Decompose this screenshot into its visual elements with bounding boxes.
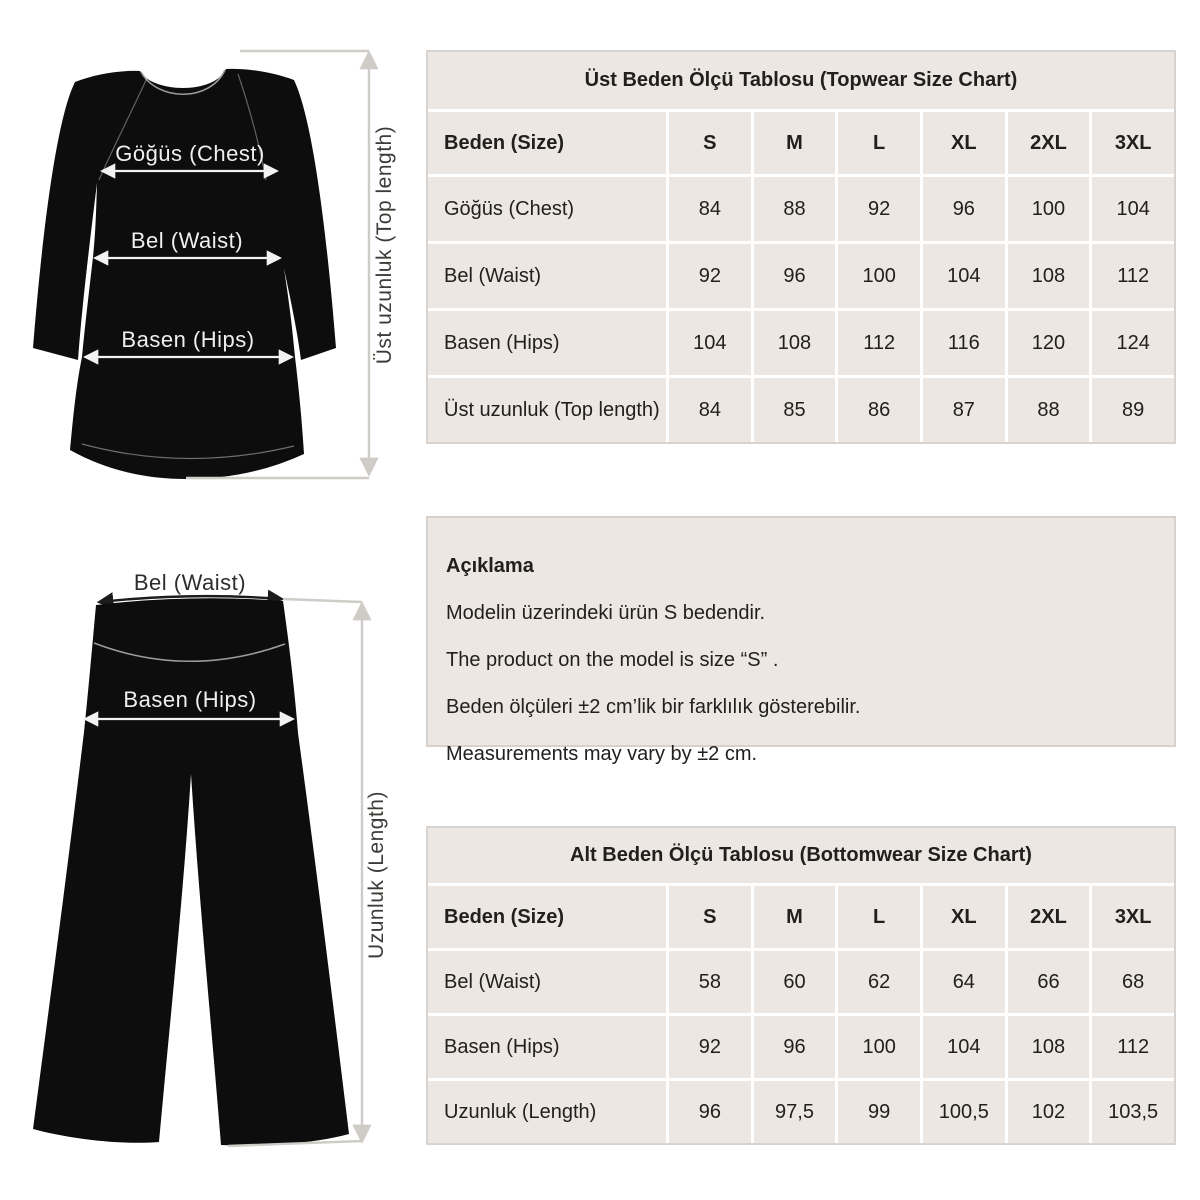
topwear-table-title: Üst Beden Ölçü Tablosu (Topwear Size Chart) (428, 52, 1174, 109)
size-value: 104 (1092, 177, 1174, 241)
row-label: Üst uzunluk (Top length) (428, 378, 666, 442)
row-label: Bel (Waist) (428, 244, 666, 308)
note-title: Açıklama (446, 555, 534, 577)
topwear-header-m: M (754, 112, 836, 174)
bottomwear-header-xl: XL (923, 886, 1005, 948)
size-value: 85 (754, 378, 836, 442)
size-value: 108 (1008, 1016, 1090, 1078)
bottomwear-diagram (0, 555, 430, 1160)
topwear-header-s: S (669, 112, 751, 174)
tunic-silhouette (33, 69, 336, 479)
tunic-length-label: Üst uzunluk (Top length) (373, 125, 396, 365)
tunic-hips-label: Basen (Hips) (121, 327, 255, 352)
size-value: 66 (1008, 951, 1090, 1013)
size-value: 60 (754, 951, 836, 1013)
size-value: 104 (669, 311, 751, 375)
size-value: 104 (923, 1016, 1005, 1078)
row-label: Uzunluk (Length) (428, 1081, 666, 1143)
size-value: 100,5 (923, 1081, 1005, 1143)
size-value: 84 (669, 378, 751, 442)
size-value: 58 (669, 951, 751, 1013)
bottomwear-size-table (426, 826, 1176, 1145)
bottomwear-header-2xl: 2XL (1008, 886, 1090, 948)
size-value: 86 (838, 378, 920, 442)
size-value: 89 (1092, 378, 1174, 442)
bottomwear-header-size: Beden (Size) (428, 886, 666, 948)
bottomwear-header-m: M (754, 886, 836, 948)
size-value: 68 (1092, 951, 1174, 1013)
size-value: 87 (923, 378, 1005, 442)
size-value: 88 (754, 177, 836, 241)
topwear-header-2xl: 2XL (1008, 112, 1090, 174)
note-line: Beden ölçüleri ±2 cm’lik bir farklılık gösterebilir. (446, 696, 861, 718)
size-value: 92 (669, 244, 751, 308)
size-value: 108 (754, 311, 836, 375)
size-value: 84 (669, 177, 751, 241)
size-value: 100 (1008, 177, 1090, 241)
row-label: Basen (Hips) (428, 1016, 666, 1078)
note-line: Measurements may vary by ±2 cm. (446, 743, 758, 765)
topwear-header-size: Beden (Size) (428, 112, 666, 174)
size-value: 96 (754, 244, 836, 308)
size-value: 103,5 (1092, 1081, 1174, 1143)
topwear-header-xl: XL (923, 112, 1005, 174)
bottomwear-table-title: Alt Beden Ölçü Tablosu (Bottomwear Size Chart) (428, 828, 1174, 883)
pants-length-top-connector (283, 599, 362, 602)
size-value: 99 (838, 1081, 920, 1143)
pants-waist-label: Bel (Waist) (133, 570, 247, 595)
topwear-header-l: L (838, 112, 920, 174)
size-value: 97,5 (754, 1081, 836, 1143)
note-line: Modelin üzerindeki ürün S bedendir. (446, 602, 766, 624)
topwear-size-table (426, 50, 1176, 444)
pants-hips-label: Basen (Hips) (123, 687, 257, 712)
pants-length-label: Uzunluk (Length) (365, 791, 388, 959)
size-value: 64 (923, 951, 1005, 1013)
row-label: Basen (Hips) (428, 311, 666, 375)
topwear-diagram (0, 20, 420, 515)
size-value: 100 (838, 1016, 920, 1078)
size-value: 100 (838, 244, 920, 308)
pants-silhouette (33, 598, 349, 1145)
row-label: Göğüs (Chest) (428, 177, 666, 241)
size-value: 92 (838, 177, 920, 241)
tunic-chest-label: Göğüs (Chest) (115, 141, 265, 166)
size-value: 62 (838, 951, 920, 1013)
row-label: Bel (Waist) (428, 951, 666, 1013)
size-value: 96 (923, 177, 1005, 241)
bottomwear-header-l: L (838, 886, 920, 948)
tunic-waist-label: Bel (Waist) (130, 228, 244, 253)
topwear-header-3xl: 3XL (1092, 112, 1174, 174)
size-value: 108 (1008, 244, 1090, 308)
size-value: 88 (1008, 378, 1090, 442)
size-value: 112 (1092, 1016, 1174, 1078)
size-value: 96 (669, 1081, 751, 1143)
size-value: 112 (1092, 244, 1174, 308)
size-value: 96 (754, 1016, 836, 1078)
bottomwear-header-s: S (669, 886, 751, 948)
size-value: 102 (1008, 1081, 1090, 1143)
size-value: 116 (923, 311, 1005, 375)
bottomwear-header-3xl: 3XL (1092, 886, 1174, 948)
size-value: 112 (838, 311, 920, 375)
size-value: 124 (1092, 311, 1174, 375)
size-value: 104 (923, 244, 1005, 308)
note-box (426, 516, 1176, 765)
note-line: The product on the model is size “S” . (446, 649, 779, 671)
size-value: 92 (669, 1016, 751, 1078)
size-value: 120 (1008, 311, 1090, 375)
